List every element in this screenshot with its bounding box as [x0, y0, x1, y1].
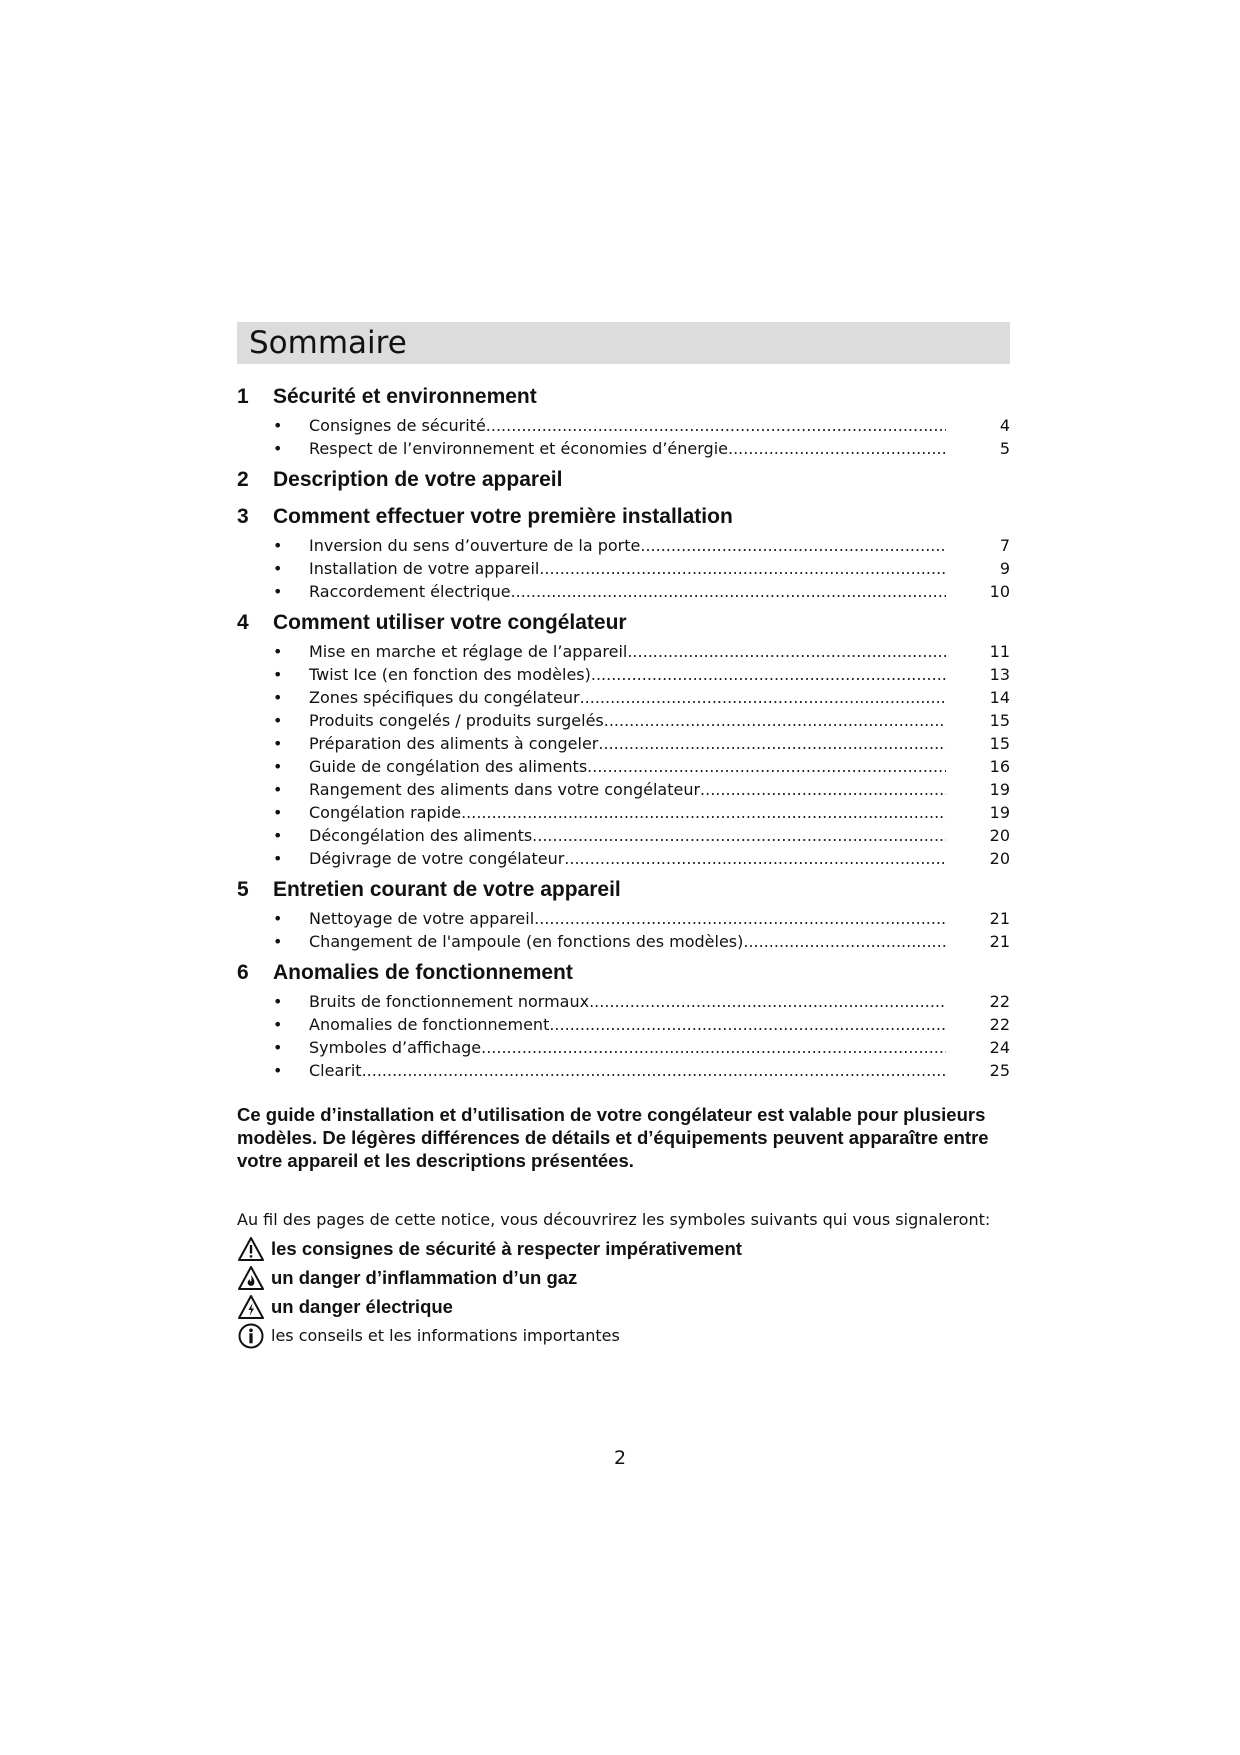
entry-text: Produits congelés / produits surgelés [309, 711, 604, 730]
entry-page-number: 20 [989, 849, 1010, 868]
toc-entry[interactable] [237, 822, 1010, 845]
symbol-row [237, 1234, 742, 1263]
section-title: Comment utiliser votre congélateur [273, 610, 627, 634]
page-title: Sommaire [249, 325, 407, 361]
page-title-bar [237, 322, 1010, 364]
section-title: Anomalies de fonctionnement [273, 960, 573, 984]
toc-section-5 [237, 874, 1010, 951]
entry-page-number: 11 [989, 642, 1010, 661]
bullet: • [273, 665, 283, 684]
bullet: • [273, 582, 283, 601]
entry-page-number: 9 [999, 559, 1010, 578]
entry-text: Guide de congélation des aliments [309, 757, 588, 776]
entry-text: Bruits de fonctionnement normaux [309, 992, 590, 1011]
bullet: • [273, 734, 283, 753]
toc-entry[interactable] [237, 555, 1010, 578]
symbol-label: les consignes de sécurité à respecter impérativement [271, 1237, 742, 1259]
section-heading[interactable] [237, 874, 1010, 905]
section-heading[interactable] [237, 957, 1010, 988]
entry-page-number: 21 [989, 909, 1010, 928]
entry-page-number: 20 [989, 826, 1010, 845]
entry-page-number: 22 [989, 992, 1010, 1011]
dot-leader [587, 757, 946, 776]
toc-entry[interactable] [237, 905, 1010, 928]
bullet: • [273, 536, 283, 555]
toc-entry[interactable] [237, 845, 1010, 868]
toc-entry[interactable] [237, 799, 1010, 822]
table-of-contents [237, 381, 1010, 1080]
toc-entry[interactable] [237, 661, 1010, 684]
dot-leader [486, 416, 946, 435]
bullet: • [273, 757, 283, 776]
bullet: • [273, 780, 283, 799]
section-title: Description de votre appareil [273, 467, 563, 491]
entry-page-number: 5 [999, 439, 1010, 458]
bullet: • [273, 932, 283, 951]
entry-text: Dégivrage de votre congélateur [309, 849, 565, 868]
bullet: • [273, 992, 283, 1011]
entry-text: Rangement des aliments dans votre congélateur [309, 780, 701, 799]
toc-entry[interactable] [237, 707, 1010, 730]
entry-page-number: 13 [989, 665, 1010, 684]
entry-text: Installation de votre appareil [309, 559, 540, 578]
toc-section-2 [237, 464, 1010, 495]
toc-entry[interactable] [237, 928, 1010, 951]
bullet: • [273, 1061, 283, 1080]
entry-text: Respect de l’environnement et économies d’énergie [309, 439, 728, 458]
dot-leader [539, 559, 946, 578]
entry-text: Préparation des aliments à congeler [309, 734, 599, 753]
symbol-label: un danger d’inflammation d’un gaz [271, 1266, 578, 1288]
toc-entry[interactable] [237, 684, 1010, 707]
document-page [237, 322, 1010, 1086]
section-title: Entretien courant de votre appareil [273, 877, 621, 901]
toc-entry[interactable] [237, 776, 1010, 799]
section-title: Sécurité et environnement [273, 384, 537, 408]
section-title: Comment effectuer votre première installation [273, 504, 733, 528]
section-number: 6 [237, 960, 249, 984]
entry-text: Consignes de sécurité [309, 416, 486, 435]
toc-entry[interactable] [237, 412, 1010, 435]
entry-page-number: 19 [989, 780, 1010, 799]
dot-leader [549, 1015, 946, 1034]
section-heading[interactable] [237, 381, 1010, 412]
dot-leader [534, 909, 946, 928]
toc-section-6 [237, 957, 1010, 1080]
toc-entry[interactable] [237, 988, 1010, 1011]
entry-page-number: 24 [989, 1038, 1010, 1057]
dot-leader [461, 803, 946, 822]
symbol-row [237, 1292, 742, 1321]
dot-leader [591, 665, 946, 684]
entry-text: Changement de l'ampoule (en fonctions des modèles) [309, 932, 744, 951]
entry-page-number: 14 [989, 688, 1010, 707]
dot-leader [604, 711, 946, 730]
toc-entry[interactable] [237, 730, 1010, 753]
section-number: 3 [237, 504, 249, 528]
entry-page-number: 15 [989, 734, 1010, 753]
section-number: 4 [237, 610, 249, 634]
section-heading[interactable] [237, 607, 1010, 638]
entry-text: Clearit [309, 1061, 362, 1080]
entry-text: Congélation rapide [309, 803, 462, 822]
toc-entry[interactable] [237, 1057, 1010, 1080]
entry-page-number: 22 [989, 1015, 1010, 1034]
bullet: • [273, 688, 283, 707]
dot-leader [640, 536, 946, 555]
flame-warning-icon [237, 1265, 265, 1291]
bullet: • [273, 1038, 283, 1057]
bullet: • [273, 1015, 283, 1034]
dot-leader [627, 642, 946, 661]
entry-text: Nettoyage de votre appareil [309, 909, 535, 928]
dot-leader [511, 582, 946, 601]
dot-leader [743, 932, 946, 951]
section-heading[interactable] [237, 464, 1010, 495]
entry-page-number: 21 [989, 932, 1010, 951]
section-heading[interactable] [237, 501, 1010, 532]
entry-page-number: 4 [999, 416, 1010, 435]
entry-page-number: 16 [989, 757, 1010, 776]
dot-leader [362, 1061, 946, 1080]
dot-leader [564, 849, 946, 868]
bullet: • [273, 439, 283, 458]
dot-leader [598, 734, 946, 753]
symbol-label: un danger électrique [271, 1295, 453, 1317]
section-number: 2 [237, 467, 249, 491]
bullet: • [273, 909, 283, 928]
toc-entry[interactable] [237, 638, 1010, 661]
warning-icon [237, 1236, 265, 1262]
bullet: • [273, 826, 283, 845]
toc-entry[interactable] [237, 532, 1010, 555]
entry-page-number: 15 [989, 711, 1010, 730]
entry-text: Zones spécifiques du congélateur [309, 688, 580, 707]
dot-leader [700, 780, 946, 799]
toc-entry[interactable] [237, 578, 1010, 601]
entry-text: Décongélation des aliments [309, 826, 533, 845]
entry-text: Raccordement électrique [309, 582, 511, 601]
info-icon [237, 1323, 265, 1349]
bullet: • [273, 642, 283, 661]
entry-text: Mise en marche et réglage de l’appareil [309, 642, 628, 661]
dot-leader [481, 1038, 946, 1057]
dot-leader [532, 826, 946, 845]
toc-section-3 [237, 501, 1010, 601]
toc-entry[interactable] [237, 753, 1010, 776]
symbols-intro: Au fil des pages de cette notice, vous découvrirez les symboles suivants qui vous signaleront: [237, 1210, 991, 1229]
toc-section-1 [237, 381, 1010, 458]
dot-leader [589, 992, 946, 1011]
entry-page-number: 19 [989, 803, 1010, 822]
bullet: • [273, 803, 283, 822]
entry-text: Twist Ice (en fonction des modèles) [309, 665, 591, 684]
dot-leader [580, 688, 946, 707]
bullet: • [273, 416, 283, 435]
entry-page-number: 10 [989, 582, 1010, 601]
electric-warning-icon [237, 1294, 265, 1320]
page-number: 2 [613, 1447, 627, 1469]
symbol-row [237, 1263, 742, 1292]
toc-entry[interactable] [237, 1034, 1010, 1057]
toc-entry[interactable] [237, 1011, 1010, 1034]
entry-text: Anomalies de fonctionnement [309, 1015, 550, 1034]
models-note: Ce guide d’installation et d’utilisation de votre congélateur est valable pour plusieurs modèles. De légères différences de détails et d’équipements peuvent apparaître entre votre appareil et les descriptions présentées. [237, 1104, 989, 1171]
section-number: 5 [237, 877, 249, 901]
entry-page-number: 25 [989, 1061, 1010, 1080]
bullet: • [273, 711, 283, 730]
symbol-label: les conseils et les informations importantes [271, 1326, 620, 1345]
symbols-legend [237, 1234, 742, 1350]
symbol-row [237, 1321, 742, 1350]
toc-section-4 [237, 607, 1010, 868]
entry-text: Inversion du sens d’ouverture de la porte [309, 536, 641, 555]
entry-text: Symboles d’affichage [309, 1038, 482, 1057]
bullet: • [273, 559, 283, 578]
bullet: • [273, 849, 283, 868]
dot-leader [728, 439, 946, 458]
toc-entry[interactable] [237, 435, 1010, 458]
section-number: 1 [237, 384, 249, 408]
entry-page-number: 7 [999, 536, 1010, 555]
